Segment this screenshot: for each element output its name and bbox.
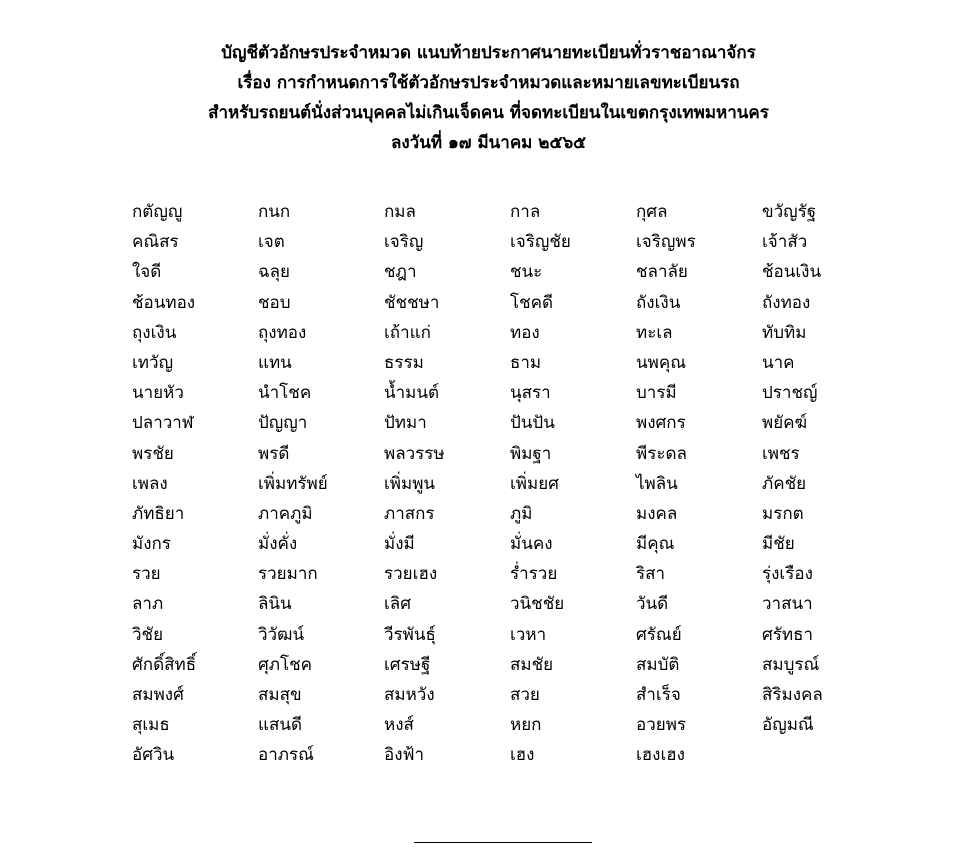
list-item: เศรษฐี <box>384 654 431 675</box>
list-item: พรดี <box>258 443 290 464</box>
list-item: แสนดี <box>258 715 302 736</box>
list-item: เถ้าแก่ <box>384 322 431 343</box>
list-item: อาภรณ์ <box>258 745 314 766</box>
list-item: นำโชค <box>258 383 312 404</box>
list-item: ศักดิ์สิทธิ์ <box>132 654 197 675</box>
list-item: ทะเล <box>636 322 673 343</box>
list-item: ถังทอง <box>762 292 811 313</box>
list-item: พิมฐา <box>510 443 552 464</box>
list-item: ภัทธิยา <box>132 503 185 524</box>
list-item: ธาม <box>510 352 542 373</box>
list-item: อัศวิน <box>132 745 175 766</box>
list-item: ภัคชัย <box>762 473 807 494</box>
list-item: สมสุข <box>258 685 302 705</box>
list-item: ลินิน <box>258 594 292 615</box>
list-item: พยัคฆ์ <box>762 413 808 434</box>
list-item: ชอบ <box>258 292 291 313</box>
list-item: สวย <box>510 685 540 705</box>
list-item: ช้อนทอง <box>132 292 196 313</box>
list-item: วาสนา <box>762 594 813 615</box>
list-item: ภาคภูมิ <box>258 503 313 524</box>
list-item: ศุภโชค <box>258 654 313 675</box>
list-item: อวยพร <box>636 715 687 736</box>
list-item: ไพลิน <box>636 473 678 494</box>
list-item: ปันปัน <box>510 413 555 434</box>
list-item: มงคล <box>636 503 678 524</box>
list-item: ชัชชษา <box>384 292 440 313</box>
list-item: มังกร <box>132 534 171 555</box>
list-item: สำเร็จ <box>636 685 681 705</box>
list-item: ศรัทธา <box>762 624 814 645</box>
list-item: เฮง <box>510 745 535 766</box>
list-item: ร่ำรวย <box>510 564 558 585</box>
header-subject-line: เรื่อง การกำหนดการใช้ตัวอักษรประจำหมวดและหมายเลขทะเบียนรถ <box>237 73 740 93</box>
list-item: กตัญญู <box>132 202 183 222</box>
list-item: นพคุณ <box>636 352 686 373</box>
list-item: เฮงเฮง <box>636 745 685 766</box>
list-item: พรชัย <box>132 443 174 464</box>
list-item: รวย <box>132 564 161 585</box>
list-item: นาค <box>762 352 795 373</box>
list-item: ฉลุย <box>258 262 290 283</box>
list-item: วิชัย <box>132 624 164 645</box>
list-item: โชคดี <box>510 292 554 313</box>
list-item: ชนะ <box>510 262 543 283</box>
list-item: วีรพันธุ์ <box>384 624 436 645</box>
header-date-line: ลงวันที่ ๑๗ มีนาคม ๒๕๖๕ <box>390 133 587 153</box>
list-item: ศรัณย์ <box>636 624 682 645</box>
list-item: วิวัฒน์ <box>258 624 305 645</box>
list-item: เจริญชัย <box>510 232 571 253</box>
list-item: สมบัติ <box>636 654 680 675</box>
list-item: วนิชชัย <box>510 594 565 615</box>
list-item: เพิ่มยศ <box>510 473 559 494</box>
list-item: เจริญ <box>384 232 424 253</box>
list-item: นายหัว <box>132 383 184 404</box>
header-title-line: บัญชีตัวอักษรประจำหมวด แนบท้ายประกาศนายทะเบียนทั่วราชอาณาจักร <box>221 43 756 63</box>
list-item: มีชัย <box>762 534 795 555</box>
list-item: สมบูรณ์ <box>762 654 820 675</box>
list-item: อิงฟ้า <box>384 745 425 766</box>
list-item: วันดี <box>636 594 669 615</box>
list-item: เทวัญ <box>132 352 174 373</box>
list-item: กนก <box>258 202 291 222</box>
list-item: ปัทมา <box>384 413 427 434</box>
list-item: ธรรม <box>384 352 424 373</box>
list-item: ใจดี <box>132 262 162 283</box>
list-item: เวหา <box>510 624 547 645</box>
list-item: ริสา <box>636 564 666 585</box>
list-item: ลาภ <box>132 594 164 615</box>
list-item: ทอง <box>510 322 540 343</box>
list-item: หงส์ <box>384 715 414 736</box>
list-item: มั่นคง <box>510 534 553 555</box>
list-item: สมพงศ์ <box>132 685 184 705</box>
list-item: เลิศ <box>384 594 412 615</box>
list-item: ชลาลัย <box>636 262 688 283</box>
list-item: นุสรา <box>510 383 551 404</box>
list-item: เจริญพร <box>636 232 696 253</box>
letter-list-grid <box>132 197 888 771</box>
list-item: ทับทิม <box>762 322 807 343</box>
list-item: อัญมณี <box>762 715 814 736</box>
list-item: ภาสกร <box>384 503 435 524</box>
document-header <box>0 38 977 158</box>
list-item: สมหวัง <box>384 685 435 705</box>
list-item: ถุงทอง <box>258 322 307 343</box>
list-item: กมล <box>384 202 416 222</box>
list-item: ถังเงิน <box>636 292 681 313</box>
list-item: เพชร <box>762 443 800 464</box>
list-item: ถุงเงิน <box>132 322 177 343</box>
list-item: มั่งมี <box>384 534 415 555</box>
list-item: รวยมาก <box>258 564 318 585</box>
list-item: มรกต <box>762 503 804 524</box>
list-item: กุศล <box>636 202 668 222</box>
list-item: กาล <box>510 202 541 222</box>
list-item: คณิสร <box>132 232 179 253</box>
list-item: ปัญญา <box>258 413 308 434</box>
list-item: เจ้าสัว <box>762 232 808 253</box>
list-item: ช้อนเงิน <box>762 262 822 283</box>
list-item: มั่งคั่ง <box>258 534 298 555</box>
list-item: ภูมิ <box>510 503 533 524</box>
list-item: สมชัย <box>510 654 554 675</box>
list-item: ขวัญรัฐ <box>762 202 817 222</box>
list-item: สิริมงคล <box>762 685 823 705</box>
list-item: แทน <box>258 352 292 373</box>
list-item: พลวรรษ <box>384 443 445 464</box>
list-item: ชฎา <box>384 262 417 283</box>
list-item: รวยเฮง <box>384 564 438 585</box>
list-item: เจต <box>258 232 285 253</box>
list-item: หยก <box>510 715 542 736</box>
list-item: น้ำมนต์ <box>384 383 440 404</box>
list-item: พงศกร <box>636 413 686 434</box>
list-item: ปลาวาฬ <box>132 413 194 434</box>
list-item: พีระดล <box>636 443 687 464</box>
list-item: ปราชญ์ <box>762 383 818 404</box>
list-item: บารมี <box>636 383 677 404</box>
list-item: เพิ่มพูน <box>384 473 436 494</box>
list-item: เพิ่มทรัพย์ <box>258 473 328 494</box>
footer-divider <box>414 842 592 843</box>
header-vehicle-line: สำหรับรถยนต์นั่งส่วนบุคคลไม่เกินเจ็ดคน ที่จดทะเบียนในเขตกรุงเทพมหานคร <box>208 103 769 123</box>
list-item: เพลง <box>132 473 168 494</box>
list-item: สุเมธ <box>132 715 170 736</box>
list-item: มีคุณ <box>636 534 675 555</box>
list-item: รุ่งเรือง <box>762 564 813 585</box>
